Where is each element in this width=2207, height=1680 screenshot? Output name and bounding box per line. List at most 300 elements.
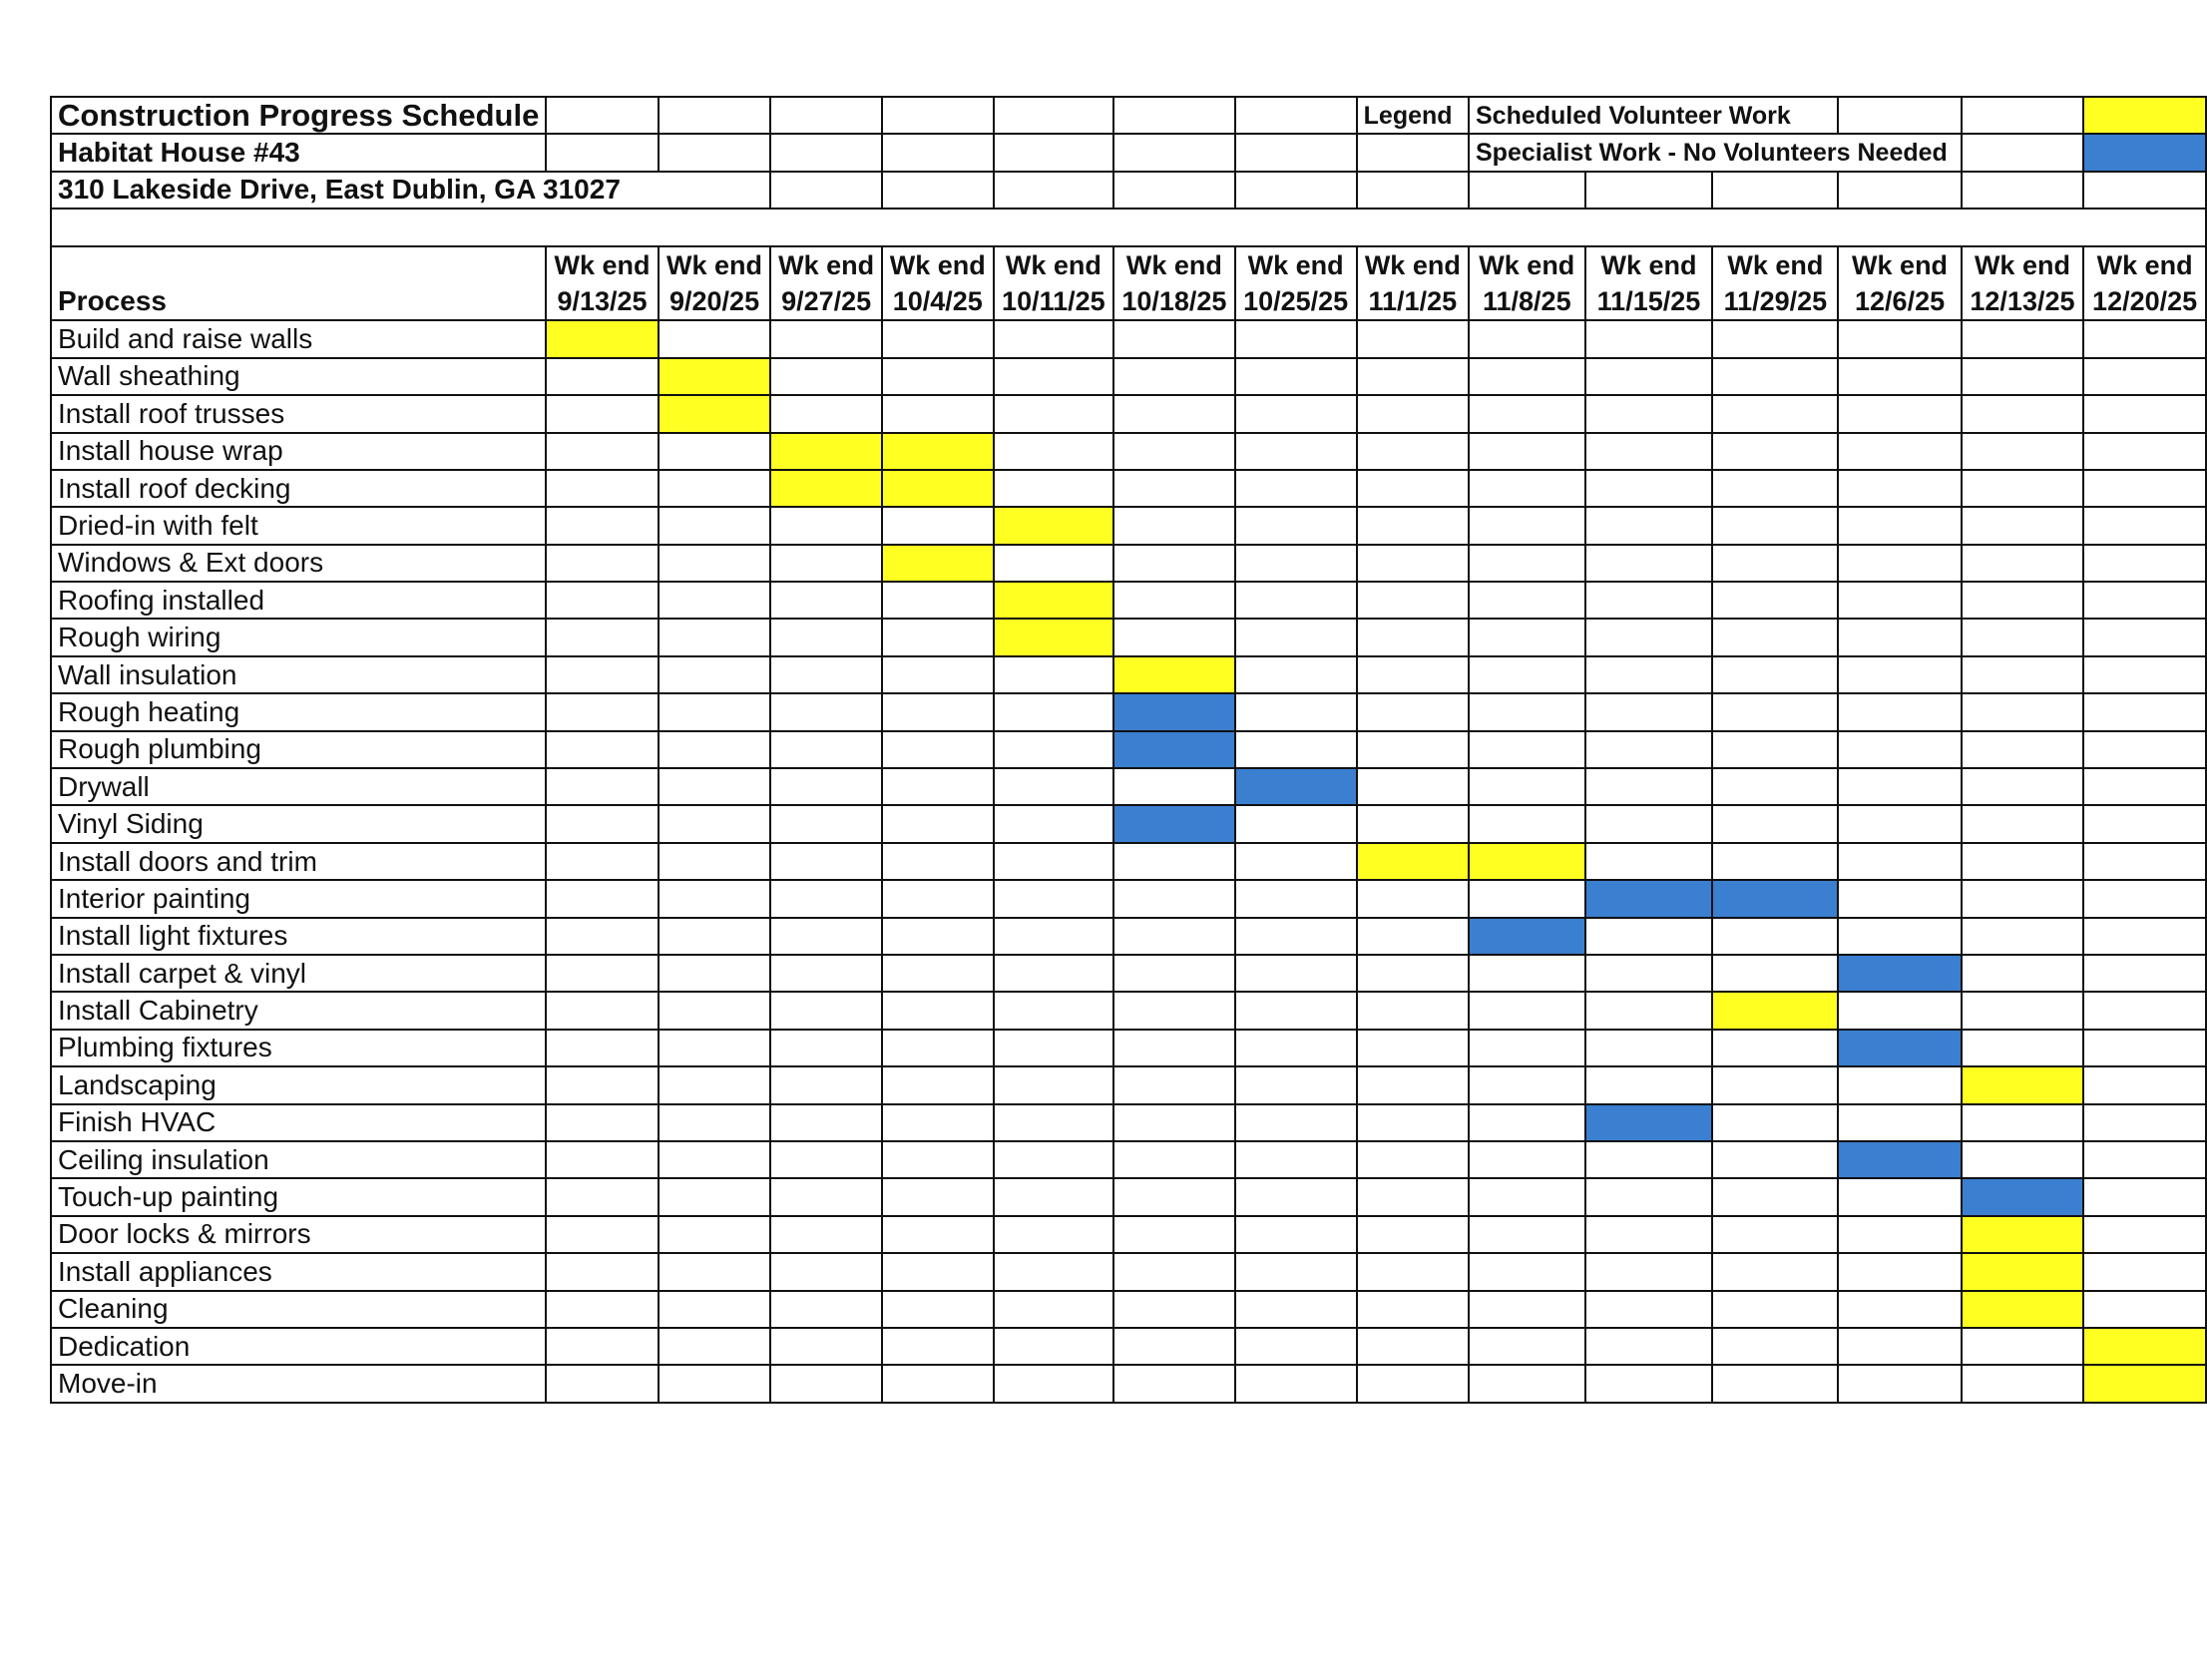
empty-cell [994,918,1113,955]
empty-cell [546,507,658,544]
empty-cell [770,1141,881,1178]
empty-cell [659,805,771,842]
empty-cell [1585,1365,1713,1402]
empty-cell [1712,619,1838,655]
task-name: Rough heating [51,693,546,730]
empty-cell [1357,619,1469,655]
empty-cell [2083,843,2206,880]
empty-cell [1712,358,1838,395]
empty-cell [1585,1291,1713,1328]
empty-cell [882,768,994,805]
table-row [51,395,2206,432]
empty-cell [1357,731,1469,768]
empty-cell [2083,656,2206,693]
specialist-cell [1113,805,1235,842]
task-name: Dedication [51,1328,546,1365]
specialist-cell [1712,880,1838,917]
table-row [51,470,2206,507]
empty-cell [1469,731,1585,768]
empty-cell [1712,805,1838,842]
empty-cell [659,1216,771,1253]
week-prefix-11: Wk end [1838,246,1961,283]
empty-cell [1235,358,1357,395]
table-row [51,731,2206,768]
empty-cell [1585,992,1713,1029]
empty-cell [1235,918,1357,955]
empty-cell [1469,582,1585,619]
empty-cell [1113,507,1235,544]
header-blank [51,246,546,283]
empty-cell [1235,470,1357,507]
specialist-cell [1469,918,1585,955]
task-name: Roofing installed [51,582,546,619]
empty-cell [546,1141,658,1178]
empty-cell [1838,880,1961,917]
empty-cell [1712,507,1838,544]
empty-cell [882,1178,994,1215]
empty-cell [1469,1216,1585,1253]
task-name: Wall sheathing [51,358,546,395]
empty-cell [1113,1178,1235,1215]
empty-cell [882,656,994,693]
empty-cell [882,619,994,655]
empty-cell [546,805,658,842]
empty-cell [882,955,994,992]
empty-cell [2083,805,2206,842]
empty-cell [1357,470,1469,507]
specialist-cell [1113,693,1235,730]
empty-cell [882,582,994,619]
empty-cell [659,1328,771,1365]
empty-cell [770,1216,881,1253]
empty-cell [1838,320,1961,357]
empty-cell [1712,1365,1838,1402]
empty-cell [882,992,994,1029]
specialist-cell [1113,731,1235,768]
specialist-cell [1962,1178,2084,1215]
legend-volunteer-text: Scheduled Volunteer Work [1469,97,1838,134]
empty-cell [659,955,771,992]
week-date-4: 10/11/25 [994,283,1113,320]
empty-cell [770,1178,881,1215]
empty-cell [1235,805,1357,842]
empty-cell [1357,1291,1469,1328]
empty-cell [1113,619,1235,655]
empty-cell [1585,1253,1713,1290]
empty-cell [1235,1365,1357,1402]
empty-cell [1357,656,1469,693]
empty-cell [1838,731,1961,768]
task-name: Move-in [51,1365,546,1402]
empty-cell [1838,1104,1961,1141]
empty-cell [1585,507,1713,544]
empty-cell [1585,731,1713,768]
empty-cell [1113,1030,1235,1066]
task-name: Windows & Ext doors [51,545,546,582]
empty-cell [1235,433,1357,470]
legend-volunteer-swatch [2083,97,2206,134]
empty-cell [1113,1365,1235,1402]
empty-cell [1838,1328,1961,1365]
empty-cell [994,992,1113,1029]
week-prefix-5: Wk end [1113,246,1235,283]
table-row [51,1178,2206,1215]
empty-cell [659,843,771,880]
task-name: Install Cabinetry [51,992,546,1029]
empty-cell [770,358,881,395]
empty-cell [994,358,1113,395]
empty-cell [546,1178,658,1215]
week-date-9: 11/15/25 [1585,283,1713,320]
empty-cell [882,1291,994,1328]
empty-cell [1712,433,1838,470]
empty-cell [659,433,771,470]
empty-cell [770,1030,881,1066]
empty-cell [1113,918,1235,955]
empty-cell [1235,619,1357,655]
task-name: Finish HVAC [51,1104,546,1141]
empty-cell [1838,1365,1961,1402]
empty-cell [1585,1030,1713,1066]
volunteer-cell [994,507,1113,544]
empty-cell [1113,1253,1235,1290]
empty-cell [1357,320,1469,357]
empty-cell [659,656,771,693]
empty-cell [1357,805,1469,842]
empty-cell [1585,1216,1713,1253]
empty-cell [1469,1104,1585,1141]
empty-cell [1712,843,1838,880]
empty-cell [1235,1253,1357,1290]
table-row [51,1291,2206,1328]
week-prefix-12: Wk end [1962,246,2084,283]
empty-cell [546,880,658,917]
empty-cell [659,880,771,917]
empty-cell [1113,1104,1235,1141]
empty-cell [1469,1030,1585,1066]
empty-cell [1469,1253,1585,1290]
week-date-8: 11/8/25 [1469,283,1585,320]
empty-cell [1113,395,1235,432]
volunteer-cell [659,358,771,395]
empty-cell [1962,992,2084,1029]
empty-cell [1838,843,1961,880]
week-date-3: 10/4/25 [882,283,994,320]
empty-cell [1469,1066,1585,1103]
empty-cell [1838,470,1961,507]
specialist-cell [1838,955,1961,992]
volunteer-cell [1113,656,1235,693]
empty-cell [1469,619,1585,655]
empty-cell [882,507,994,544]
empty-cell [1235,1291,1357,1328]
volunteer-cell [1962,1066,2084,1103]
task-name: Door locks & mirrors [51,1216,546,1253]
table-row [51,1328,2206,1365]
empty-cell [1235,843,1357,880]
empty-cell [2083,582,2206,619]
empty-cell [1235,320,1357,357]
empty-cell [1469,1291,1585,1328]
empty-cell [1962,656,2084,693]
empty-cell [1235,1066,1357,1103]
task-name: Interior painting [51,880,546,917]
empty-cell [994,320,1113,357]
empty-cell [994,1328,1113,1365]
empty-cell [1357,1328,1469,1365]
empty-cell [994,1216,1113,1253]
empty-cell [1962,358,2084,395]
empty-cell [1962,433,2084,470]
empty-cell [1357,507,1469,544]
empty-cell [1962,693,2084,730]
task-name: Install carpet & vinyl [51,955,546,992]
empty-cell [2083,545,2206,582]
empty-cell [2083,358,2206,395]
empty-cell [994,1141,1113,1178]
volunteer-cell [1357,843,1469,880]
task-name: Dried-in with felt [51,507,546,544]
task-name: Install house wrap [51,433,546,470]
empty-cell [770,955,881,992]
empty-cell [546,1291,658,1328]
empty-cell [1838,619,1961,655]
empty-cell [1712,320,1838,357]
empty-cell [882,1253,994,1290]
empty-cell [1357,1141,1469,1178]
empty-cell [1357,433,1469,470]
empty-cell [994,1291,1113,1328]
empty-cell [1357,1216,1469,1253]
volunteer-cell [882,433,994,470]
legend-specialist-text: Specialist Work - No Volunteers Needed [1469,134,1962,171]
empty-cell [1712,545,1838,582]
empty-cell [1469,1178,1585,1215]
empty-cell [2083,1030,2206,1066]
empty-cell [1962,880,2084,917]
volunteer-cell [770,433,881,470]
empty-cell [659,320,771,357]
table-row [51,656,2206,693]
empty-cell [994,1104,1113,1141]
empty-cell [1585,433,1713,470]
empty-cell [1113,768,1235,805]
empty-cell [1113,545,1235,582]
empty-cell [1838,507,1961,544]
empty-cell [1838,1291,1961,1328]
specialist-cell [1235,768,1357,805]
empty-cell [1712,768,1838,805]
task-name: Cleaning [51,1291,546,1328]
empty-cell [1585,1328,1713,1365]
specialist-cell [1585,1104,1713,1141]
empty-cell [659,1253,771,1290]
empty-cell [1712,731,1838,768]
task-name: Install roof decking [51,470,546,507]
empty-cell [882,843,994,880]
table-row [51,1216,2206,1253]
empty-cell [882,1104,994,1141]
empty-cell [1113,843,1235,880]
empty-cell [1357,1178,1469,1215]
empty-cell [2083,507,2206,544]
empty-cell [1585,320,1713,357]
empty-cell [994,1253,1113,1290]
empty-cell [1962,1030,2084,1066]
empty-cell [546,731,658,768]
empty-cell [1712,1066,1838,1103]
empty-cell [1469,880,1585,917]
schedule-table [50,96,2207,1404]
empty-cell [546,1104,658,1141]
empty-cell [2083,395,2206,432]
empty-cell [546,470,658,507]
empty-cell [1962,395,2084,432]
week-prefix-4: Wk end [994,246,1113,283]
empty-cell [1357,395,1469,432]
empty-cell [546,1066,658,1103]
empty-cell [1469,433,1585,470]
table-row [51,358,2206,395]
table-row [51,693,2206,730]
empty-cell [1962,1365,2084,1402]
empty-cell [1585,768,1713,805]
empty-cell [994,1066,1113,1103]
empty-cell [1712,693,1838,730]
empty-cell [1357,1066,1469,1103]
empty-cell [2083,1066,2206,1103]
table-row [51,1253,2206,1290]
empty-cell [1838,358,1961,395]
volunteer-cell [994,582,1113,619]
empty-cell [1469,545,1585,582]
task-name: Touch-up painting [51,1178,546,1215]
empty-cell [546,768,658,805]
week-date-10: 11/29/25 [1712,283,1838,320]
empty-cell [1585,1066,1713,1103]
empty-cell [1469,358,1585,395]
empty-cell [1235,1216,1357,1253]
empty-cell [1235,1328,1357,1365]
empty-cell [770,843,881,880]
empty-cell [546,1216,658,1253]
empty-cell [1712,1328,1838,1365]
empty-cell [1235,545,1357,582]
empty-cell [1962,619,2084,655]
house-name: Habitat House #43 [51,134,546,171]
empty-cell [1469,1365,1585,1402]
empty-cell [1235,1104,1357,1141]
empty-cell [1585,805,1713,842]
empty-cell [1235,693,1357,730]
empty-cell [882,1141,994,1178]
schedule-title: Construction Progress Schedule [51,97,546,134]
empty-cell [1838,582,1961,619]
empty-cell [770,1104,881,1141]
empty-cell [546,656,658,693]
empty-cell [1585,395,1713,432]
volunteer-cell [994,619,1113,655]
empty-cell [1838,918,1961,955]
empty-cell [994,880,1113,917]
empty-cell [1235,582,1357,619]
empty-cell [1357,955,1469,992]
empty-cell [1469,955,1585,992]
empty-cell [1469,507,1585,544]
empty-cell [546,1365,658,1402]
empty-cell [2083,955,2206,992]
empty-cell [546,358,658,395]
volunteer-cell [1962,1253,2084,1290]
empty-cell [1962,1104,2084,1141]
empty-cell [882,918,994,955]
empty-cell [1838,656,1961,693]
empty-cell [659,1141,771,1178]
empty-cell [1585,955,1713,992]
empty-cell [1469,693,1585,730]
empty-cell [546,1253,658,1290]
empty-cell [1235,507,1357,544]
empty-cell [1113,1141,1235,1178]
volunteer-cell [1712,992,1838,1029]
empty-cell [1712,1030,1838,1066]
week-date-1: 9/20/25 [659,283,771,320]
empty-cell [994,470,1113,507]
empty-cell [1962,843,2084,880]
empty-cell [1838,992,1961,1029]
empty-cell [1712,955,1838,992]
empty-cell [1585,358,1713,395]
week-prefix-9: Wk end [1585,246,1713,283]
empty-cell [882,320,994,357]
process-header: Process [51,283,546,320]
table-row [51,619,2206,655]
empty-cell [1113,320,1235,357]
empty-cell [1585,619,1713,655]
empty-cell [1469,1141,1585,1178]
volunteer-cell [770,470,881,507]
task-name: Install doors and trim [51,843,546,880]
empty-cell [2083,918,2206,955]
empty-cell [1357,1253,1469,1290]
empty-cell [1235,992,1357,1029]
week-date-13: 12/20/25 [2083,283,2206,320]
empty-cell [1113,955,1235,992]
empty-cell [1469,768,1585,805]
empty-cell [1962,545,2084,582]
empty-cell [1357,358,1469,395]
empty-cell [770,693,881,730]
empty-cell [659,1365,771,1402]
empty-cell [1469,992,1585,1029]
task-name: Build and raise walls [51,320,546,357]
week-prefix-1: Wk end [659,246,771,283]
empty-cell [770,1066,881,1103]
empty-cell [1712,656,1838,693]
table-row [51,582,2206,619]
empty-cell [2083,1141,2206,1178]
empty-cell [659,992,771,1029]
week-date-11: 12/6/25 [1838,283,1961,320]
table-row [51,843,2206,880]
empty-cell [1585,843,1713,880]
legend-specialist-swatch [2083,134,2206,171]
empty-cell [994,731,1113,768]
legend-label: Legend [1357,97,1469,134]
empty-cell [659,1178,771,1215]
table-row [51,545,2206,582]
specialist-cell [1838,1030,1961,1066]
